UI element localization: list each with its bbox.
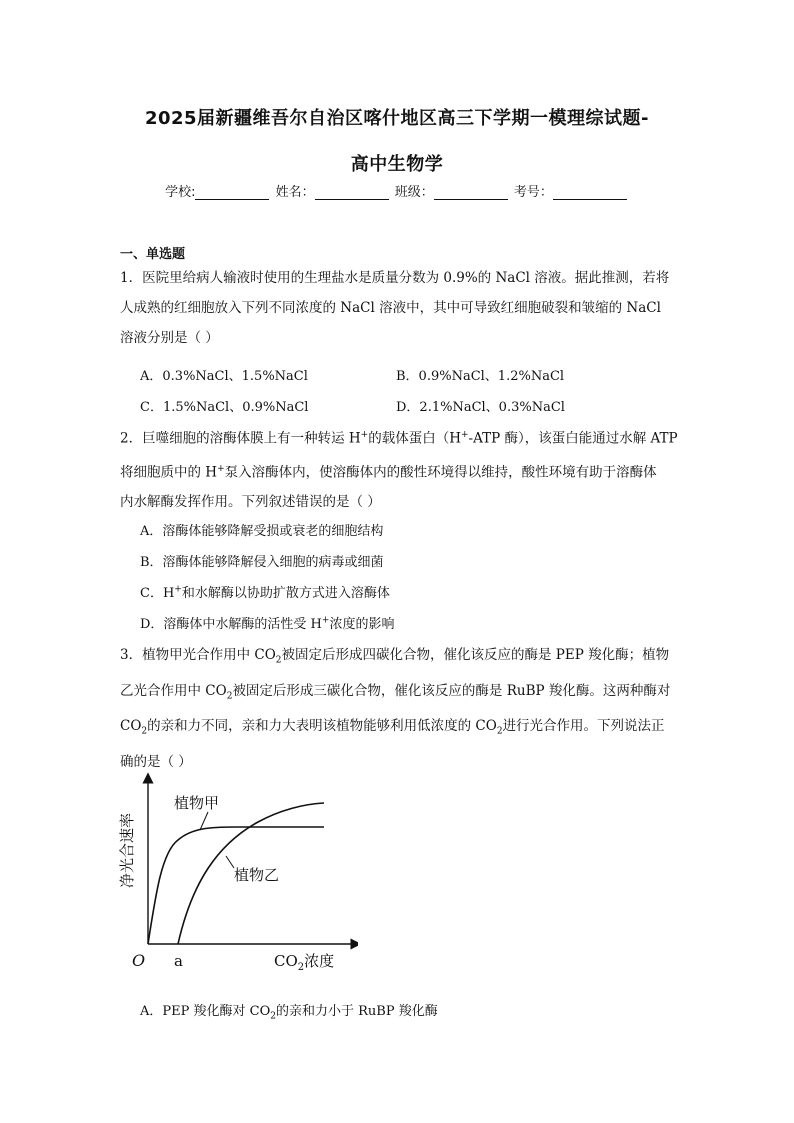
leader-plant-a [200, 812, 208, 830]
q2-option-c[interactable]: C．H+和水解酶以协助扩散方式进入溶酶体 [140, 584, 390, 601]
q1-option-d[interactable]: D．2.1%NaCl、0.3%NaCl [396, 400, 565, 415]
q1-option-a[interactable]: A．0.3%NaCl、1.5%NaCl [140, 369, 308, 384]
question-1 [120, 263, 678, 353]
q2-line-3: 内水解酶发挥作用。下列叙述错误的是（ ） [120, 494, 381, 510]
title-line-1: 2025届新疆维吾尔自治区喀什地区高三下学期一模理综试题- [144, 108, 650, 129]
q3-line-2: 乙光合作用中 $CO_2$被固定后形成三碳化合物，催化该反应的酶是 RuBP 羧化酶。这两种酶对 [120, 682, 671, 702]
question-2 [120, 420, 678, 517]
photosynthesis-graph [118, 772, 358, 972]
title-line-2: 高中生物学 [350, 154, 444, 175]
q2-option-a[interactable]: A．溶酶体能够降解受损或衰老的细胞结构 [140, 524, 384, 539]
q3-line-4: 确的是（ ） [120, 754, 192, 771]
student-info-row [0, 181, 794, 200]
class-blank[interactable] [434, 186, 508, 200]
q2-option-b[interactable]: B．溶酶体能够降解侵入细胞的病毒或细菌 [140, 555, 384, 570]
label-plant-a: 植物甲 [174, 794, 220, 812]
q1-option-b[interactable]: B．0.9%NaCl、1.2%NaCl [396, 369, 565, 384]
label-plant-b: 植物乙 [234, 866, 280, 884]
exam-no-blank[interactable] [553, 186, 627, 200]
name-label: 姓名： [275, 185, 315, 200]
school-label: 学校: [165, 185, 196, 200]
question-3 [120, 640, 678, 777]
x-axis-label: $CO_2$浓度 [274, 952, 335, 972]
q2-option-d[interactable]: D．溶酶体中水解酶的活性受 H+浓度的影响 [140, 615, 395, 632]
name-blank[interactable] [315, 186, 389, 200]
q3-line-3: $CO_2$的亲和力不同，亲和力大表明该植物能够利用低浓度的 $CO_2$进行光合作用。下列说法正 [120, 718, 665, 738]
q1-line-1: 1．医院里给病人输液时使用的生理盐水是质量分数为 0.9%的 NaCl 溶液。据此推测，若将 [120, 270, 670, 286]
leader-plant-b [226, 856, 234, 868]
q1-line-3: 溶液分别是（ ） [120, 330, 219, 346]
exam-no-label: 考号： [513, 185, 553, 200]
class-label: 班级： [394, 185, 434, 200]
q3-option-a[interactable]: A．PEP 羧化酶对 $CO_2$的亲和力小于 RuBP 羧化酶 [140, 1004, 438, 1022]
q2-line-2: 将细胞质中的 H+泵入溶酶体内，使溶酶体内的酸性环境得以维持，酸性环境有助于溶酶体 [120, 463, 657, 480]
curve-plant-a [148, 827, 324, 944]
q1-line-2: 人成熟的红细胞放入下列不同浓度的 NaCl 溶液中，其中可导致红细胞破裂和皱缩的 NaCl [120, 300, 661, 316]
y-axis-label: 净光合速率 [118, 812, 136, 888]
q2-line-1: 2．巨噬细胞的溶酶体膜上有一种转运 H+的载体蛋白（H+-ATP 酶），该蛋白能通过水解 ATP [120, 430, 678, 447]
a-label: a [174, 952, 183, 970]
q1-option-c[interactable]: C．1.5%NaCl、0.9%NaCl [140, 400, 309, 415]
origin-label: O [132, 951, 146, 970]
q3-line-1: 3．植物甲光合作用中 $CO_2$被固定后形成四碳化合物，催化该反应的酶是 PEP 羧化酶；植物 [120, 647, 670, 666]
school-blank[interactable] [195, 186, 269, 200]
section-heading: 一、单选题 [120, 247, 186, 262]
